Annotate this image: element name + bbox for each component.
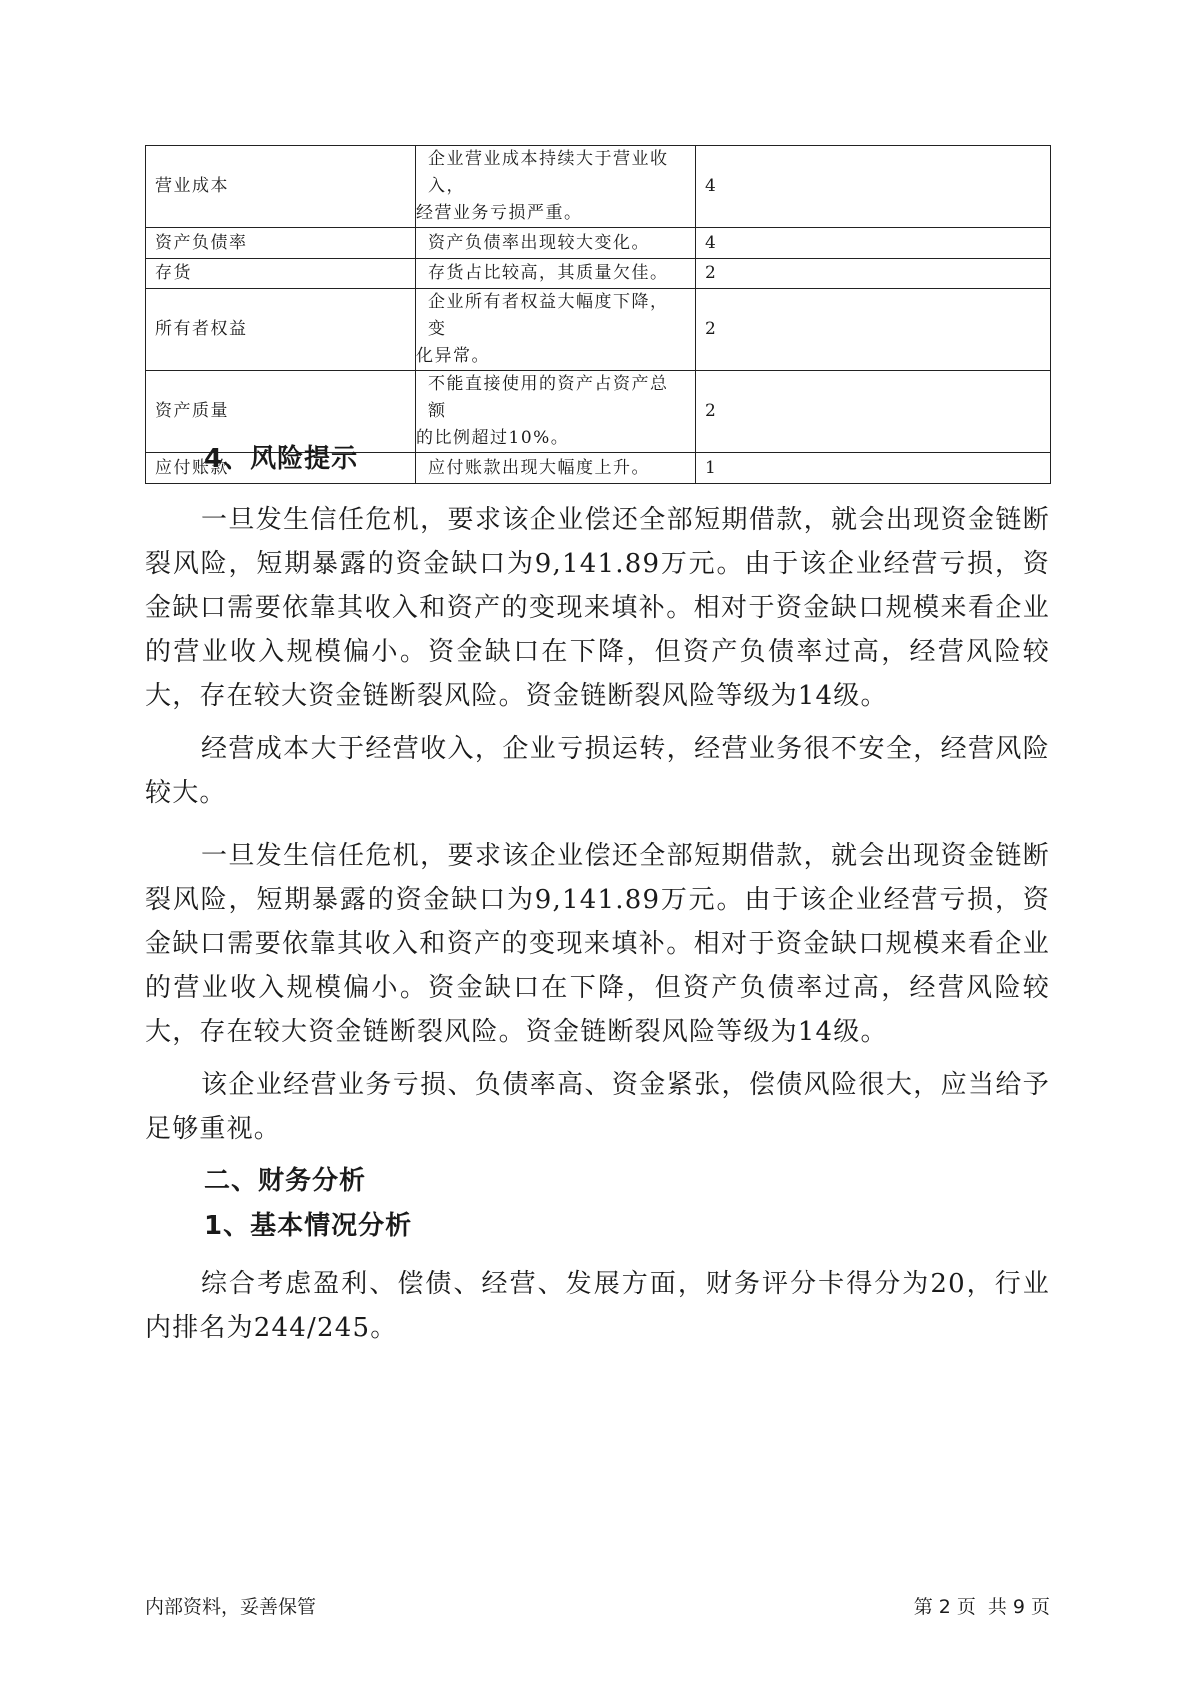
risk-paragraph-4	[145, 1063, 1050, 1151]
description-line: 化异常。	[416, 346, 490, 366]
table-row	[146, 289, 1051, 371]
risk-text-3: 一旦发生信任危机，要求该企业偿还全部短期借款，就会出现资金链断裂风险，短期暴露的资金缺口为9,141.89万元。由于该企业经营亏损，资金缺口需要依靠其收入和资产的变现来填补。相对于资金缺口规模来看企业的营业收入规模偏小。资金缺口在下降，但资产负债率过高，经营风险较大，存在较大资金链断裂风险。资金链断裂风险等级为14级。	[145, 841, 1050, 1047]
page-prefix: 第	[913, 1596, 933, 1618]
description-line: 的比例超过10%。	[416, 428, 570, 448]
heading-risk-warning: 4、风险提示	[204, 444, 359, 474]
heading-basic-analysis: 1、基本情况分析	[204, 1211, 413, 1241]
page-mid: 页	[956, 1596, 976, 1618]
indicator-name: 资产负债率	[146, 228, 416, 259]
description-line: 存货占比较高，其质量欠佳。	[428, 263, 669, 283]
indicator-name: 资产质量	[146, 371, 416, 453]
finance-text: 综合考虑盈利、偿债、经营、发展方面，财务评分卡得分为20，行业内排名为244/245。	[145, 1269, 1050, 1343]
description-line: 企业营业成本持续大于营业收入，	[428, 149, 669, 196]
indicator-score: 4	[696, 228, 1051, 259]
indicator-description	[416, 453, 696, 484]
footer-confidential-note: 内部资料，妥善保管	[145, 1596, 317, 1618]
table-row	[146, 228, 1051, 259]
indicator-score: 2	[696, 259, 1051, 289]
table-row	[146, 146, 1051, 228]
page-total-prefix: 共	[987, 1596, 1007, 1618]
risk-text-2: 经营成本大于经营收入，企业亏损运转，经营业务很不安全，经营风险较大。	[145, 734, 1050, 808]
indicator-score: 4	[696, 146, 1051, 228]
table-row	[146, 259, 1051, 289]
page-total: 9	[1012, 1596, 1025, 1618]
description-line: 不能直接使用的资产占资产总额	[428, 374, 669, 421]
description-line: 资产负债率出现较大变化。	[428, 232, 650, 253]
finance-paragraph	[145, 1262, 1050, 1350]
indicator-description	[416, 371, 696, 453]
description-line: 企业所有者权益大幅度下降，变	[428, 292, 669, 339]
risk-paragraph-1	[145, 498, 1050, 718]
indicator-score: 2	[696, 289, 1051, 371]
indicator-description	[416, 146, 696, 228]
heading-financial-analysis: 二、财务分析	[204, 1166, 367, 1196]
indicator-score: 1	[696, 453, 1051, 484]
footer-page-number	[914, 1592, 1050, 1619]
description-line: 应付账款出现大幅度上升。	[428, 457, 650, 478]
indicator-description	[416, 289, 696, 371]
indicator-name: 应付账款	[146, 453, 416, 484]
indicator-name: 营业成本	[146, 146, 416, 228]
page-current: 2	[938, 1596, 951, 1618]
indicator-score: 2	[696, 371, 1051, 453]
indicator-name: 存货	[146, 259, 416, 289]
risk-indicator-table	[145, 145, 1051, 484]
indicator-description	[416, 259, 696, 289]
page-total-suffix: 页	[1030, 1596, 1050, 1618]
risk-text-1: 一旦发生信任危机，要求该企业偿还全部短期借款，就会出现资金链断裂风险，短期暴露的资金缺口为9,141.89万元。由于该企业经营亏损，资金缺口需要依靠其收入和资产的变现来填补。相对于资金缺口规模来看企业的营业收入规模偏小。资金缺口在下降，但资产负债率过高，经营风险较大，存在较大资金链断裂风险。资金链断裂风险等级为14级。	[145, 505, 1050, 711]
risk-paragraph-2	[145, 727, 1050, 815]
risk-paragraph-3	[145, 834, 1050, 1054]
risk-text-4: 该企业经营业务亏损、负债率高、资金紧张，偿债风险很大，应当给予足够重视。	[145, 1070, 1050, 1144]
indicator-name: 所有者权益	[146, 289, 416, 371]
description-line: 经营业务亏损严重。	[416, 203, 583, 223]
indicator-description	[416, 228, 696, 259]
